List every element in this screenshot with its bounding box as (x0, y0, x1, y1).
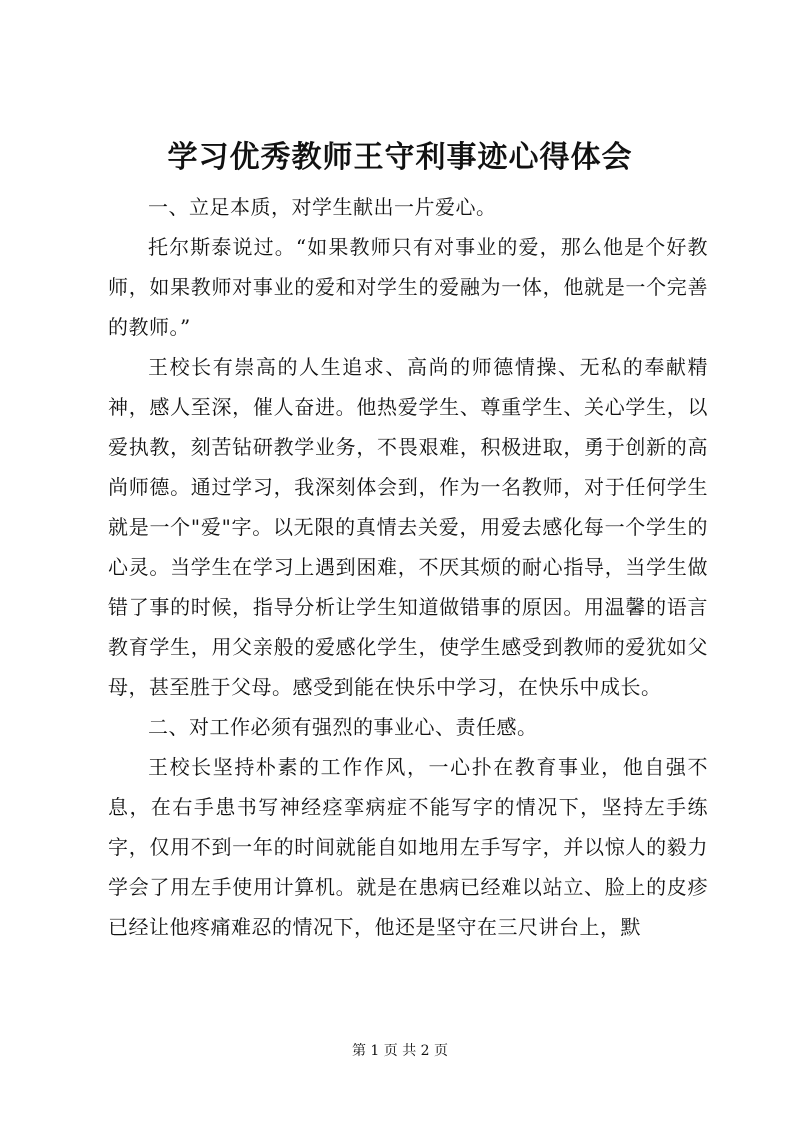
section-heading-2: 二、对工作必须有强烈的事业心、责任感。 (148, 715, 538, 739)
paragraph-principal-dedication: 王校长坚持朴素的工作作风，一心扑在教育事业，他自强不息，在右手患书写神经痉挛病症不能写字的情况下，坚持左手练字，仅用不到一年的时间就能自如地用左手写字，并以惊人的毅力学会了用左手使用计算机。就是在患病已经难以站立、脸上的皮疹已经让他疼痛难忍的情况下，他还是坚守在三尺讲台上，默 (108, 755, 708, 939)
document-title: 学习优秀教师王守利事迹心得体会 (167, 140, 633, 175)
paragraph-quote: 托尔斯泰说过。“如果教师只有对事业的爱，那么他是个好教师，如果教师对事业的爱和对学生的爱融为一体，他就是一个完善的教师。” (108, 235, 708, 339)
document-body (108, 187, 708, 947)
section-heading-1: 一、立足本质，对学生献出一片爱心。 (148, 195, 497, 219)
page-number-footer: 第 1 页 共 2 页 (351, 1043, 449, 1059)
paragraph-principal-ethics: 王校长有崇高的人生追求、高尚的师德情操、无私的奉献精神，感人至深，催人奋进。他热爱学生、尊重学生、关心学生，以爱执教，刻苦钻研教学业务，不畏艰难，积极进取，勇于创新的高尚师德。通过学习，我深刻体会到，作为一名教师，对于任何学生就是一个"爱"字。以无限的真情去关爱，用爱去感化每一个学生的心灵。当学生在学习上遇到困难，不厌其烦的耐心指导，当学生做错了事的时候，指导分析让学生知道做错事的原因。用温馨的语言教育学生，用父亲般的爱感化学生，使学生感受到教师的爱犹如父母，甚至胜于父母。感受到能在快乐中学习，在快乐中成长。 (108, 355, 708, 699)
